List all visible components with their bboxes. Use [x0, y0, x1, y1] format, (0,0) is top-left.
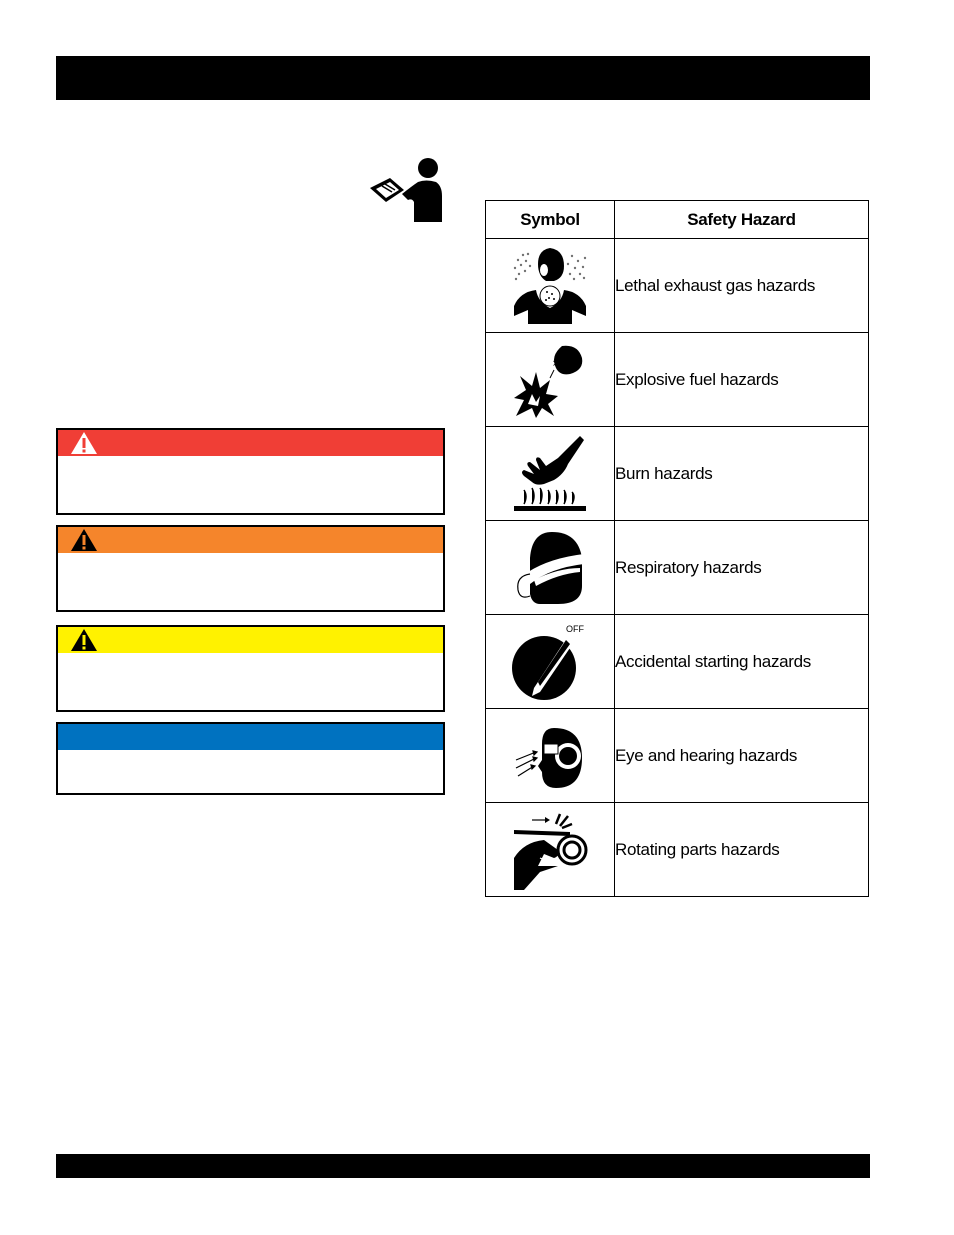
warning-box — [56, 525, 445, 612]
hazard-column-header: Safety Hazard — [615, 201, 869, 239]
respiratory-icon — [510, 559, 590, 576]
notice-box — [56, 722, 445, 795]
read-manual-icon — [368, 156, 444, 224]
header-bar — [56, 56, 870, 100]
hazard-label: Rotating parts hazards — [615, 803, 869, 897]
table-row — [486, 521, 869, 615]
hazard-label: Eye and hearing hazards — [615, 709, 869, 803]
caution-band — [58, 627, 443, 653]
eye-hearing-icon — [510, 747, 590, 764]
hazard-label: Burn hazards — [615, 427, 869, 521]
svg-text:OFF: OFF — [566, 623, 584, 634]
table-row — [486, 333, 869, 427]
caution-box — [56, 625, 445, 712]
alert-triangle-icon — [70, 431, 98, 455]
danger-band — [58, 430, 443, 456]
table-row — [486, 427, 869, 521]
svg-text:×: × — [552, 358, 560, 369]
hazard-symbol-table — [485, 200, 869, 897]
notice-band — [58, 724, 443, 750]
table-row — [486, 239, 869, 333]
symbol-column-header: Symbol — [486, 201, 615, 239]
alert-triangle-icon — [70, 628, 98, 652]
rotating-parts-icon — [510, 841, 590, 858]
hazard-label: Explosive fuel hazards — [615, 333, 869, 427]
burn-icon — [510, 465, 590, 482]
hazard-label: Respiratory hazards — [615, 521, 869, 615]
accidental-starting-icon — [510, 623, 590, 670]
alert-triangle-icon — [70, 528, 98, 552]
warning-band — [58, 527, 443, 553]
lethal-exhaust-gas-icon — [510, 277, 590, 294]
table-row — [486, 615, 869, 709]
hazard-label: Lethal exhaust gas hazards — [615, 239, 869, 333]
footer-bar — [56, 1154, 870, 1178]
explosive-fuel-icon — [510, 358, 590, 388]
table-row — [486, 803, 869, 897]
table-header-row — [486, 201, 869, 239]
danger-box — [56, 428, 445, 515]
table-row — [486, 709, 869, 803]
hazard-label: Accidental starting hazards — [615, 615, 869, 709]
